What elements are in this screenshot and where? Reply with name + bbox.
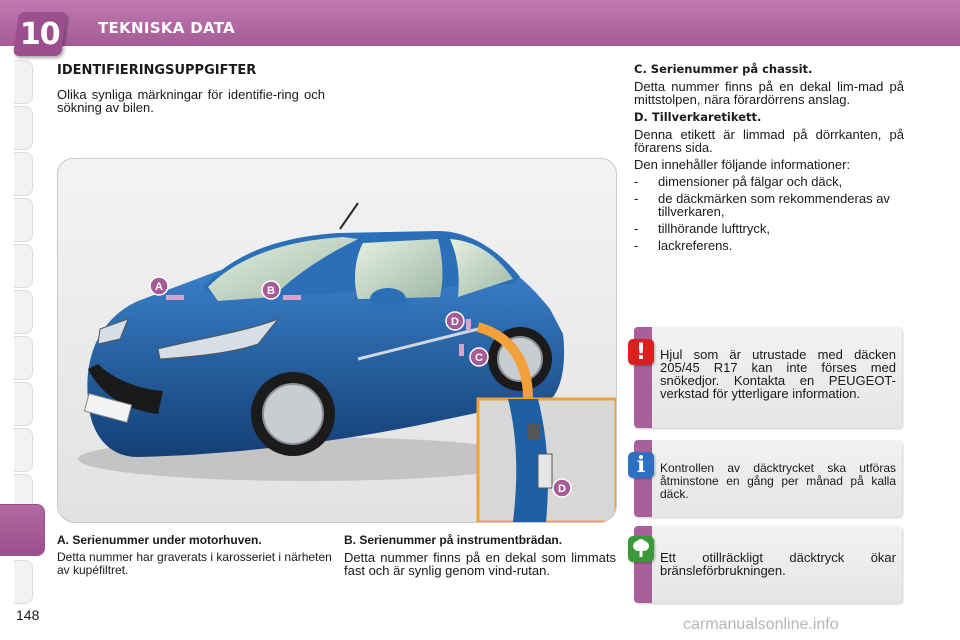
chapter-tab-8[interactable] [14,382,33,426]
chapter-tab-9[interactable] [14,428,33,472]
chapter-title: TEKNISKA DATA [98,19,235,37]
list-item: - de däckmärken som rekommenderas av tillverkaren, [634,192,904,218]
tree-icon [628,536,654,562]
marker-c [470,348,488,366]
section-d-title: D. Tillverkaretikett. [634,110,762,124]
info-note [634,440,902,517]
marker-a-sticker [166,295,184,300]
section-heading: IDENTIFIERINGSUPPGIFTER [57,63,257,78]
warning-note-text: Hjul som är utrustade med däcken 205/45 R17 kan inte förses med snökedjor. Kontakta en PEUGEOT-verkstad för ytterligare information. [660,347,896,401]
caption-b-title: B. Serienummer på instrumentbrädan. [344,533,563,547]
marker-d [446,312,464,330]
chapter-number-badge [13,12,67,56]
eco-note [634,526,902,603]
intro-text: Olika synliga märkningar för identifie-ring och sökning av bilen. [57,87,325,115]
side-window-front [355,239,442,299]
chapter-tab-3[interactable] [14,152,33,196]
marker-c-label: C [475,352,483,364]
section-d-text-1: Denna etikett är limmad på dörrkanten, på förarens sida. [634,127,904,155]
chapter-tab-7[interactable] [14,336,33,380]
marker-b-sticker [283,295,301,300]
list-item: - tillhörande lufttryck, [634,222,904,235]
chapter-tab-4[interactable] [14,198,33,242]
marker-d-label: D [451,316,459,328]
side-mirror [370,288,406,310]
door-label-sticker [538,454,552,488]
section-c-text: Detta nummer finns på en dekal lim-mad på mittstolpen, nära förardörrens anslag. [634,79,904,107]
chapter-tab-active[interactable] [0,504,45,556]
chapter-tab-2[interactable] [14,106,33,150]
chapter-tab-5[interactable] [14,244,33,288]
list-item: - dimensioner på fälgar och däck, [634,175,904,188]
marker-a-label: A [155,281,163,293]
label-info-list [634,175,904,252]
caption-a-title: A. Serienummer under motorhuven. [57,533,262,547]
chapter-tab-1[interactable] [14,60,33,104]
caption-b [344,533,616,577]
chapter-tab-6[interactable] [14,290,33,334]
antenna [340,203,358,229]
info-icon: i [628,452,654,478]
marker-d-sticker [466,319,471,331]
chapter-number: 10 [20,16,60,52]
caption-b-text: Detta nummer finns på en dekal som limmats fast och är synlig genom vind-rutan. [344,550,616,578]
car-illustration [57,158,617,523]
marker-d-inset [553,479,571,497]
marker-a [150,277,168,295]
exclamation-icon: ! [628,339,654,365]
watermark: carmanualsonline.info [683,616,839,633]
section-d-text-2: Den innehåller följande informationer: [634,157,851,172]
door-latch [528,424,540,440]
chapter-tabs [14,60,32,576]
caption-a [57,533,333,577]
caption-a-text: Detta nummer har graverats i karosseriet i närheten av kupéfiltret. [57,550,332,577]
marker-b-label: B [267,285,275,297]
page-number: 148 [16,607,40,623]
chapter-tab-12[interactable] [14,560,33,604]
list-item: - lackreferens. [634,239,904,252]
section-c-title: C. Serienummer på chassit. [634,62,813,76]
marker-d-inset-label: D [558,483,566,495]
right-column [634,62,904,256]
marker-c-sticker [459,344,464,356]
info-note-text: Kontrollen av däcktrycket ska utföras åtminstone en gång per månad på kalla däck. [660,461,896,501]
warning-note [634,327,902,428]
car-drawing [58,159,616,522]
eco-note-text: Ett otillräckligt däcktryck ökar bränsleförbrukningen. [660,550,896,578]
front-wheel-rim [263,384,323,444]
marker-b [262,281,280,299]
